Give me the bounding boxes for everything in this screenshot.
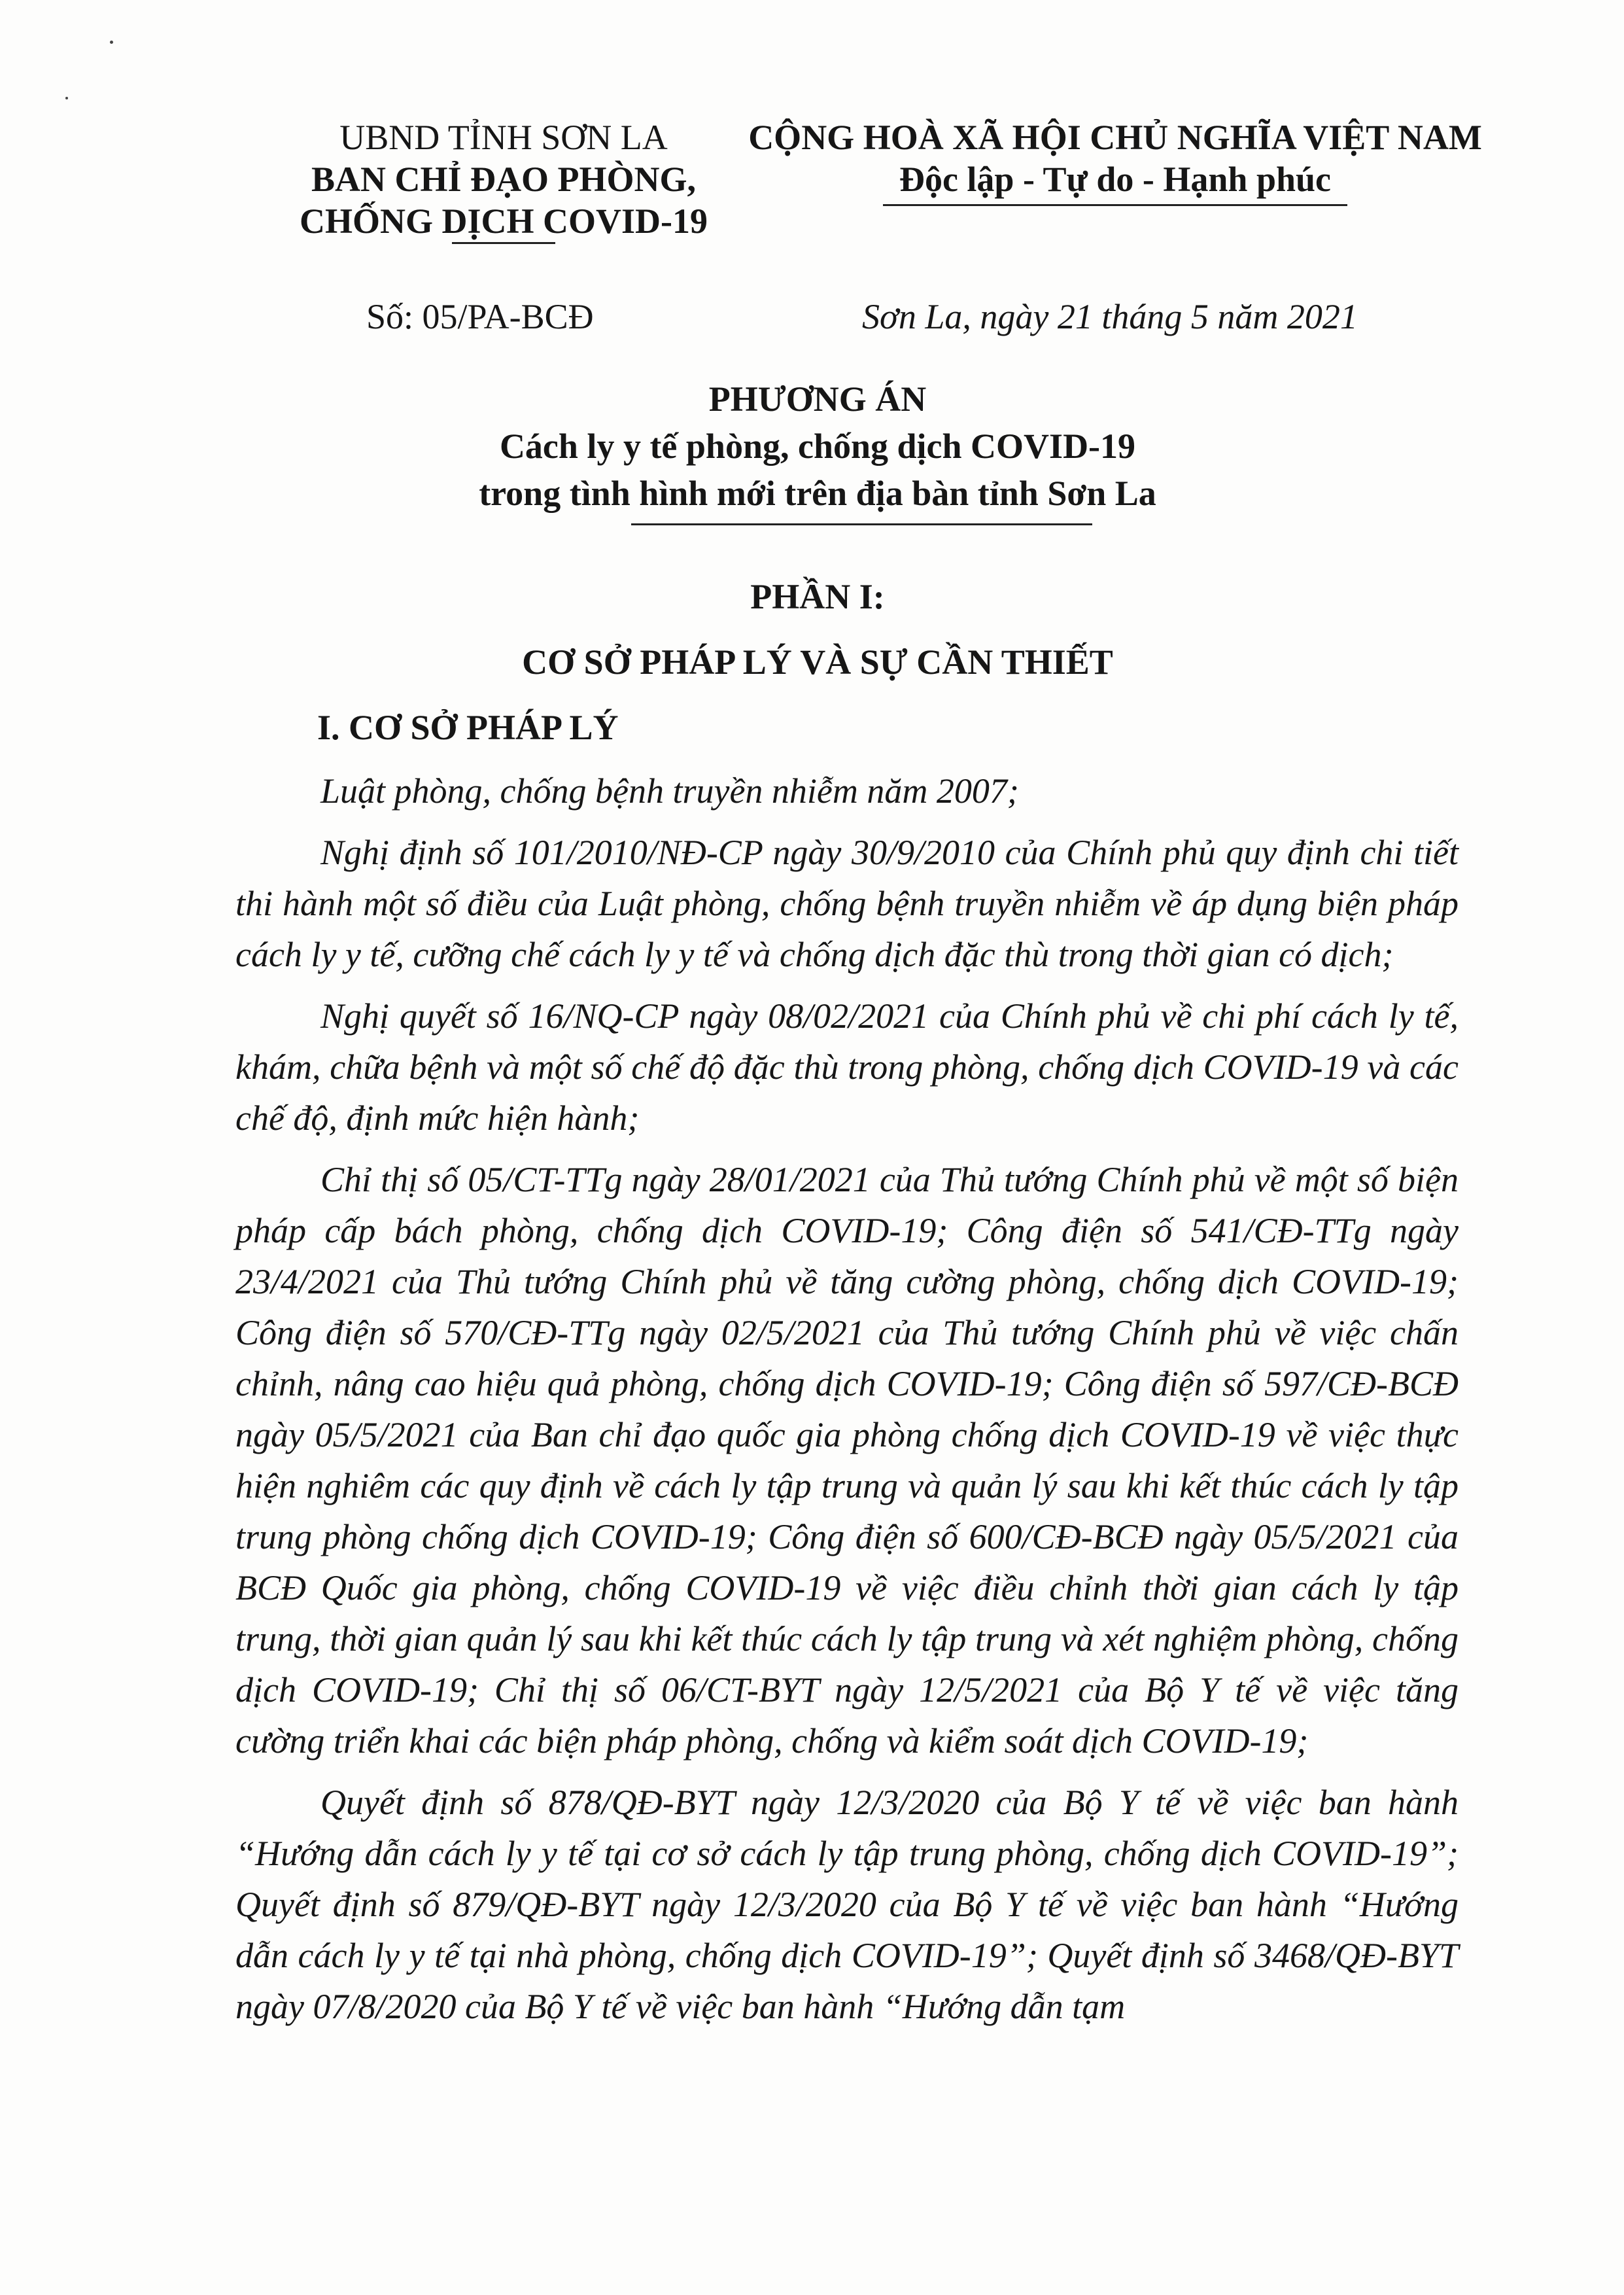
national-motto: Độc lập - Tự do - Hạnh phúc: [899, 160, 1332, 199]
document-title-line2: trong tình hình mới trên địa bàn tỉnh Sơn La: [479, 474, 1156, 513]
authority-name: UBND TỈNH SƠN LA: [339, 118, 668, 157]
section-heading: I. CƠ SỞ PHÁP LÝ: [317, 708, 619, 747]
document-number: Số: 05/PA-BCĐ: [366, 297, 594, 336]
place-and-date: Sơn La, ngày 21 tháng 5 năm 2021: [862, 297, 1358, 336]
paragraph-directives: Chỉ thị số 05/CT-TTg ngày 28/01/2021 của Thủ tướng Chính phủ về một số biện pháp cấp bách phòng, chống dịch COVID-19; Công điện số 541/CĐ-TTg ngày 23/4/2021 của Thủ tướng Chính phủ về tăng cường phòng, chống dịch COVID-19; Công điện số 570/CĐ-TTg ngày 02/5/2021 của Thủ tướng Chính phủ về việc chấn chỉnh, nâng cao hiệu quả phòng, chống dịch COVID-19; Công điện số 597/CĐ-BCĐ ngày 05/5/2021 của Ban chỉ đạo quốc gia phòng chống dịch COVID-19 về việc thực hiện nghiêm các quy định về cách ly tập trung và quản lý sau khi kết thúc cách ly tập trung phòng chống dịch COVID-19; Công điện số 600/CĐ-BCĐ ngày 05/5/2021 của BCĐ Quốc gia phòng, chống COVID-19 về việc điều chỉnh thời gian cách ly tập trung, thời gian quản lý sau khi kết thúc cách ly tập trung và xét nghiệm phòng, chống dịch COVID-19; Chỉ thị số 06/CT-BYT ngày 12/5/2021 của Bộ Y tế về việc tăng cường triển khai các biện pháp phòng, chống và kiểm soát dịch COVID-19;: [235, 1160, 1459, 1761]
paragraph-resolution: Nghị quyết số 16/NQ-CP ngày 08/02/2021 của Chính phủ về chi phí cách ly tế, khám, chữa bệnh và một số chế độ đặc thù trong phòng, chống dịch COVID-19 và các chế độ, định mức hiện hành;: [235, 996, 1459, 1138]
office-name-line1: BAN CHỈ ĐẠO PHÒNG,: [311, 160, 696, 199]
scan-speck: [110, 41, 113, 44]
document-title-block: [262, 376, 1373, 517]
body-text: [235, 765, 1459, 2042]
issuing-authority-block: [275, 116, 733, 244]
document-title-line1: Cách ly y tế phòng, chống dịch COVID-19: [499, 427, 1136, 466]
paragraph-decree: Nghị định số 101/2010/NĐ-CP ngày 30/9/2010 của Chính phủ quy định chi tiết thi hành một số điều của Luật phòng, chống bệnh truyền nhiễm về áp dụng biện pháp cách ly y tế, cưỡng chế cách ly y tế và chống dịch đặc thù trong thời gian có dịch;: [235, 833, 1459, 974]
motto-underline: [883, 204, 1347, 206]
title-underline: [631, 523, 1092, 525]
paragraph-decisions: Quyết định số 878/QĐ-BYT ngày 12/3/2020 của Bộ Y tế về việc ban hành “Hướng dẫn cách ly y tế tại cơ sở cách ly tập trung phòng, chống dịch COVID-19”; Quyết định số 879/QĐ-BYT ngày 12/3/2020 của Bộ Y tế về việc ban hành “Hướng dẫn cách ly y tế tại nhà phòng, chống dịch COVID-19”; Quyết định số 3468/QĐ-BYT ngày 07/8/2020 của Bộ Y tế về việc ban hành “Hướng dẫn tạm: [235, 1783, 1459, 2026]
part-subtitle: CƠ SỞ PHÁP LÝ VÀ SỰ CẦN THIẾT: [522, 642, 1113, 682]
part-label: PHẦN I:: [750, 577, 885, 616]
national-heading-block: [739, 116, 1491, 206]
office-name-line2: CHỐNG DỊCH COVID-19: [299, 201, 708, 241]
scan-speck: [65, 97, 68, 99]
paragraph-law: Luật phòng, chống bệnh truyền nhiễm năm 2007;: [320, 771, 1019, 811]
nation-name: CỘNG HOÀ XÃ HỘI CHỦ NGHĨA VIỆT NAM: [748, 118, 1482, 157]
document-kind: PHƯƠNG ÁN: [708, 379, 927, 419]
authority-underline: [452, 242, 555, 244]
